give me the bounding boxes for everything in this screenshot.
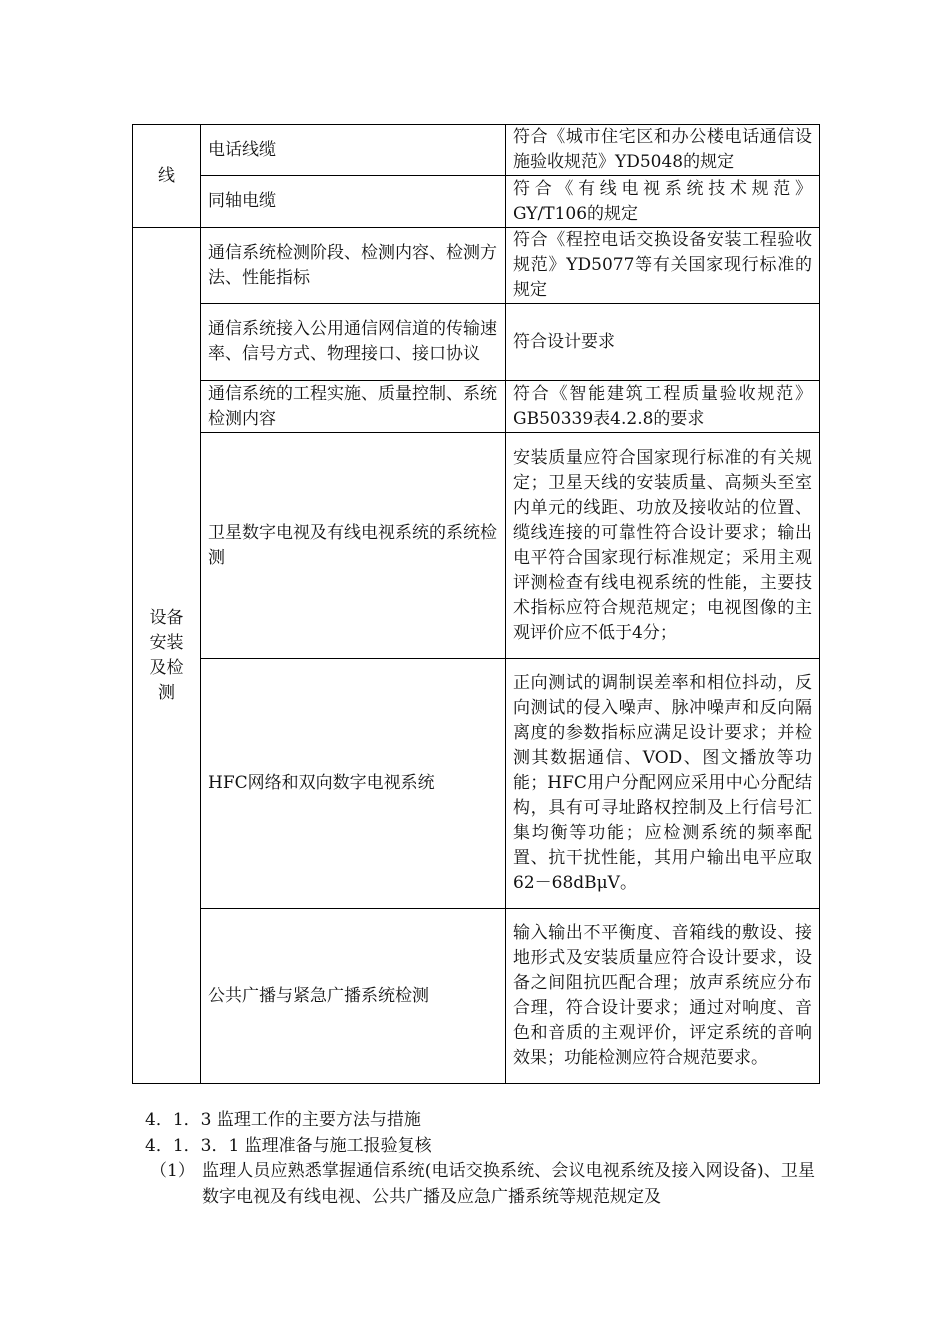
table-row bbox=[133, 659, 820, 909]
category-label: 设备安装及检测 bbox=[149, 607, 184, 703]
table-row bbox=[133, 909, 820, 1084]
requirement-cell: 输入输出不平衡度、音箱线的敷设、接地形式及安装质量应符合设计要求，设备之间阻抗匹配合理；放声系统应分布合理，符合设计要求；通过对响度、音色和音质的主观评价，评定系统的音响效果；功能检测应符合规范要求。 bbox=[506, 909, 820, 1084]
table-row bbox=[133, 381, 820, 433]
requirement-cell: 符合《智能建筑工程质量验收规范》GB50339表4.2.8的要求 bbox=[506, 381, 820, 433]
table-row bbox=[133, 125, 820, 176]
table-row bbox=[133, 304, 820, 381]
list-item-number: （1） bbox=[150, 1161, 195, 1181]
item-cell: HFC网络和双向数字电视系统 bbox=[201, 659, 506, 909]
requirement-cell: 安装质量应符合国家现行标准的有关规定；卫星天线的安装质量、高频头至室内单元的线距、功放及接收站的位置、缆线连接的可靠性符合设计要求；输出电平符合国家现行标准规定；采用主观评测检查有线电视系统的性能，主要技术指标应符合规范规定；电视图像的主观评价应不低于4分； bbox=[506, 433, 820, 659]
requirement-cell: 符合《城市住宅区和办公楼电话通信设施验收规范》YD5048的规定 bbox=[506, 125, 820, 176]
subsection-heading: 4．1．3．1 监理准备与施工报验复核 bbox=[145, 1136, 432, 1156]
item-cell: 通信系统检测阶段、检测内容、检测方法、性能指标 bbox=[201, 228, 506, 304]
table-row bbox=[133, 433, 820, 659]
requirement-cell: 符合《程控电话交换设备安装工程验收规范》YD5077等有关国家现行标准的规定 bbox=[506, 228, 820, 304]
category-label: 线 bbox=[158, 165, 175, 186]
item-cell: 卫星数字电视及有线电视系统的系统检测 bbox=[201, 433, 506, 659]
list-item-text: 监理人员应熟悉掌握通信系统(电话交换系统、会议电视系统及接入网设备)、卫星数字电视及有线电视、公共广播及应急广播系统等规范规定及 bbox=[202, 1161, 815, 1207]
table-row bbox=[133, 228, 820, 304]
requirement-cell: 正向测试的调制误差率和相位抖动，反向测试的侵入噪声、脉冲噪声和反向隔离度的参数指标应满足设计要求；并检测其数据通信、VOD、图文播放等功能；HFC用户分配网应采用中心分配结构，具有可寻址路权控制及上行信号汇集均衡等功能；应检测系统的频率配置、抗干扰性能，其用户输出电平应取62－68dBμV。 bbox=[506, 659, 820, 909]
acceptance-criteria-table bbox=[132, 124, 820, 1084]
requirement-cell: 符合设计要求 bbox=[506, 304, 820, 381]
requirement-cell: 符合《有线电视系统技术规范》GY/T106的规定 bbox=[506, 176, 820, 228]
item-cell: 电话线缆 bbox=[201, 125, 506, 176]
item-cell: 通信系统的工程实施、质量控制、系统检测内容 bbox=[201, 381, 506, 433]
list-item bbox=[150, 1158, 815, 1210]
item-cell: 公共广播与紧急广播系统检测 bbox=[201, 909, 506, 1084]
category-cell bbox=[133, 228, 201, 1084]
section-heading: 4．1．3 监理工作的主要方法与措施 bbox=[145, 1110, 421, 1130]
category-cell bbox=[133, 125, 201, 228]
item-cell: 同轴电缆 bbox=[201, 176, 506, 228]
table-row bbox=[133, 176, 820, 228]
item-cell: 通信系统接入公用通信网信道的传输速率、信号方式、物理接口、接口协议 bbox=[201, 304, 506, 381]
